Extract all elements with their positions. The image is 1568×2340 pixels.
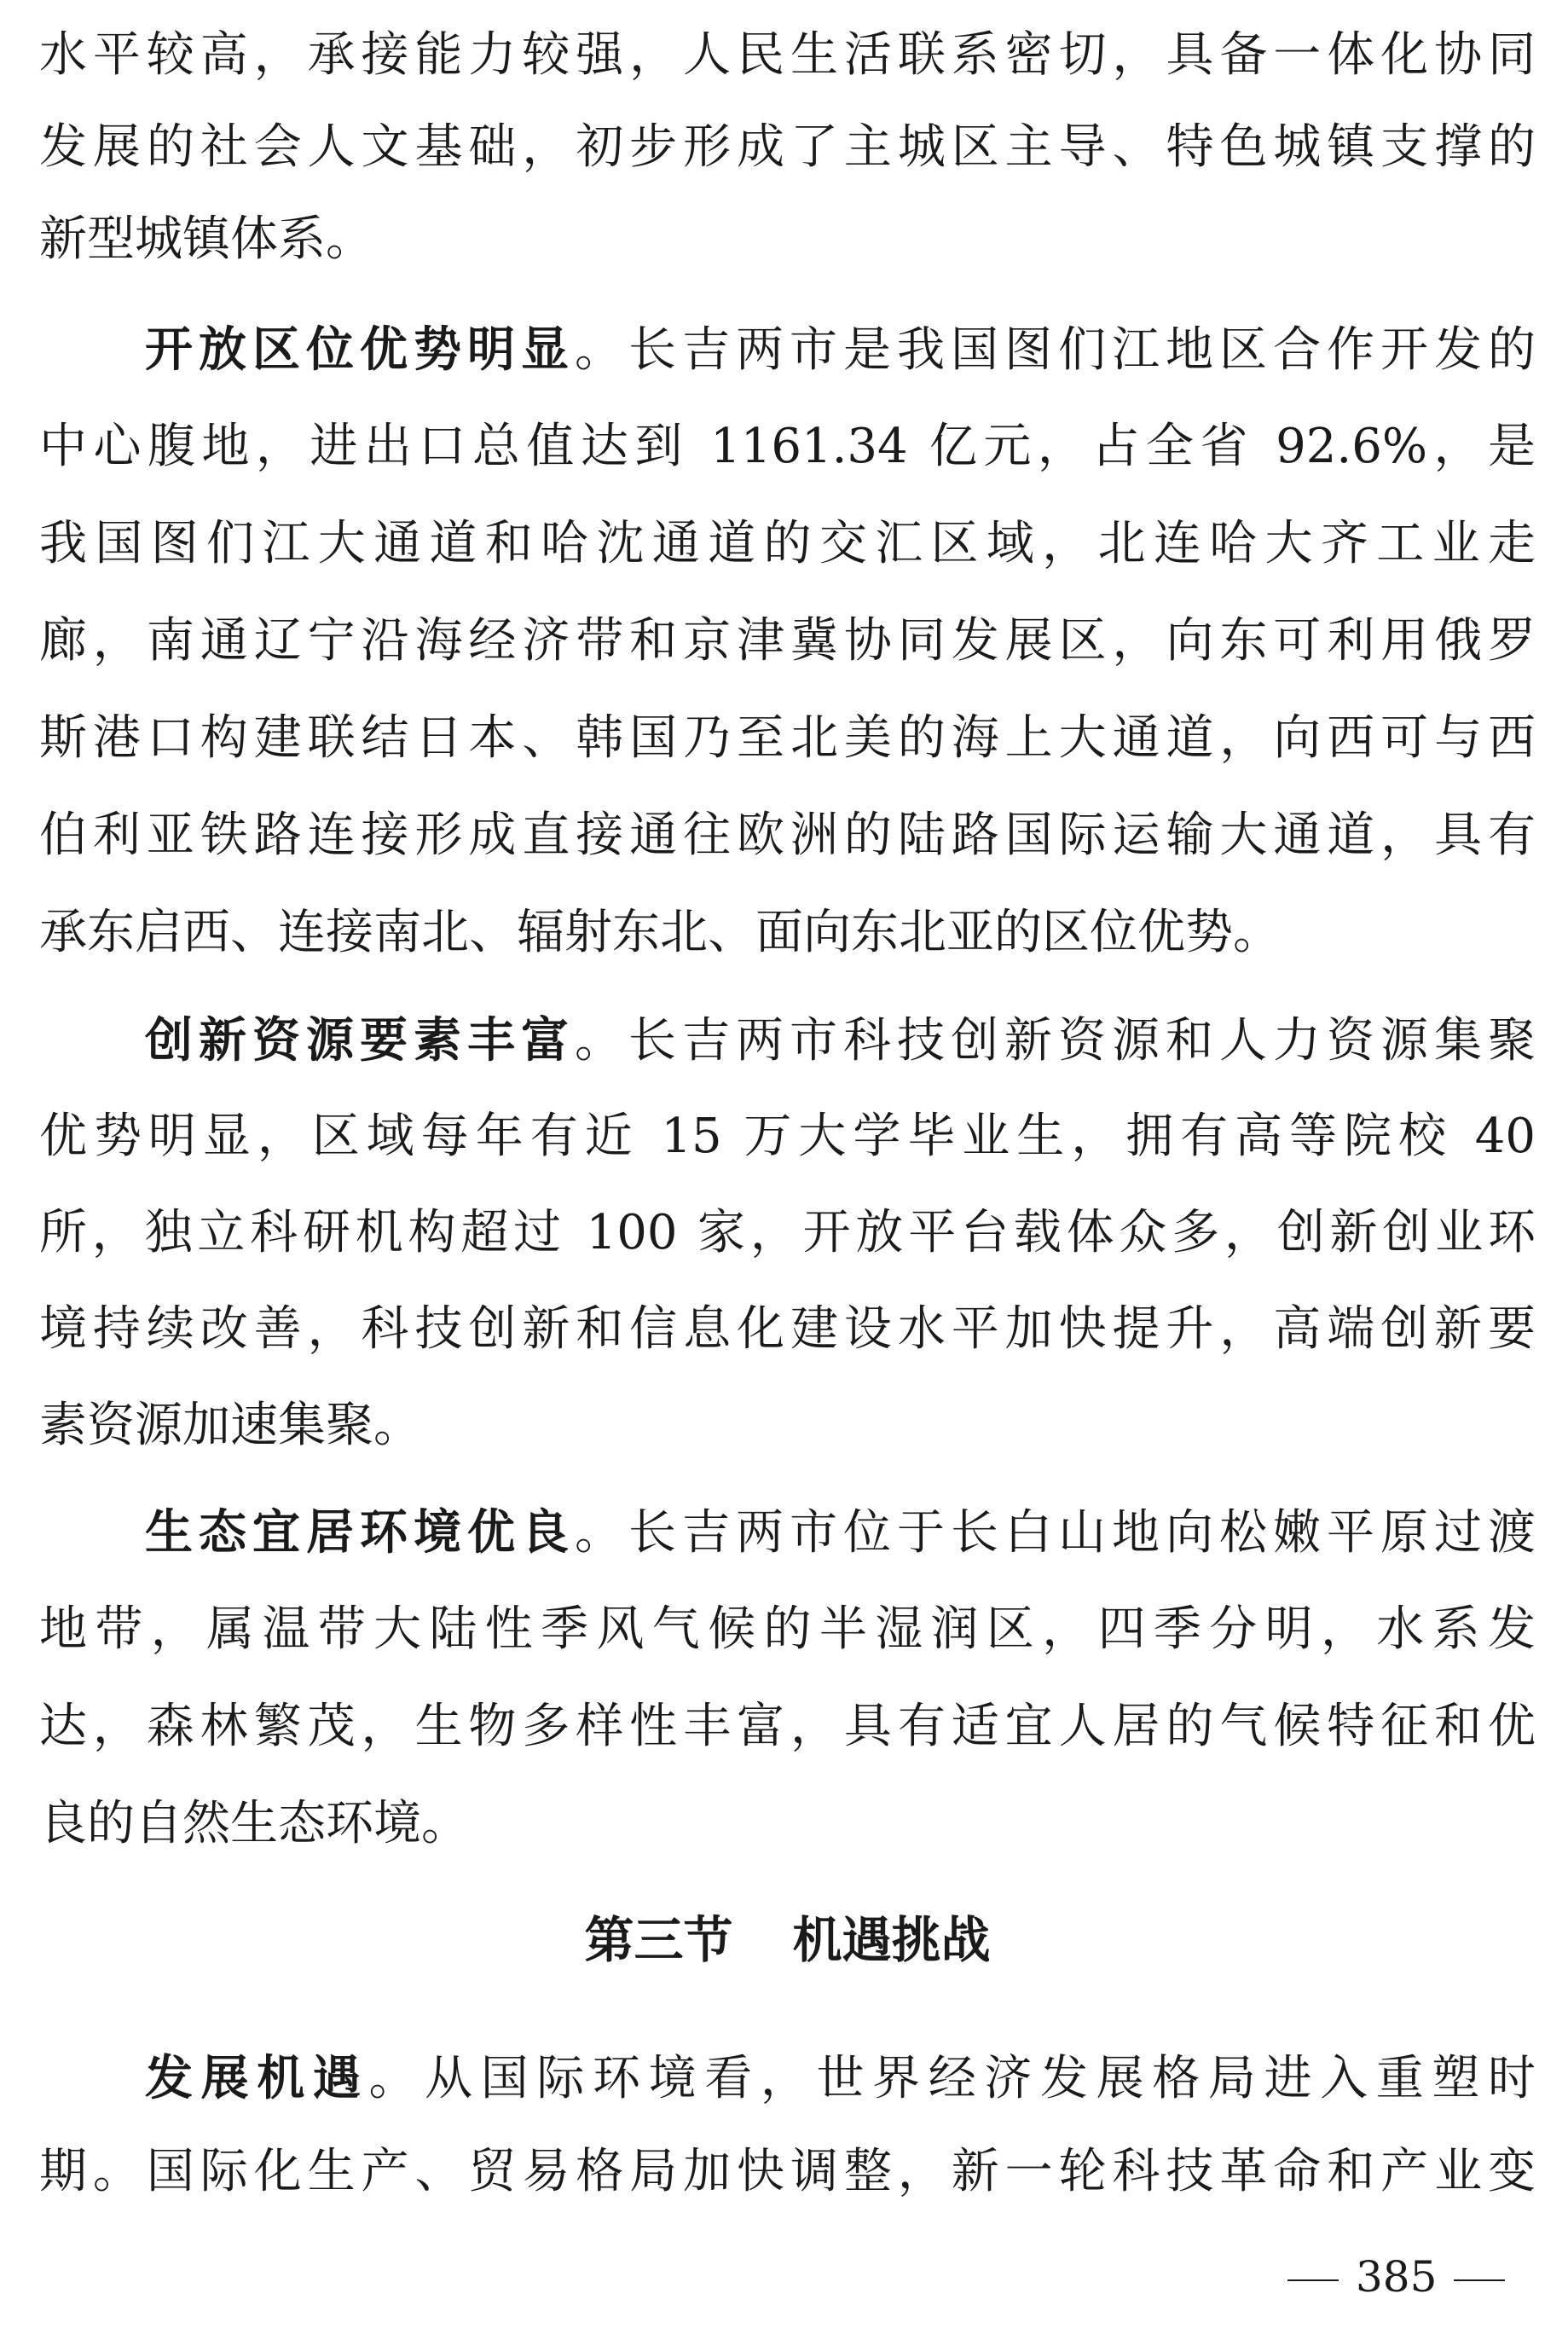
paragraph-text: 。从国际环境看，世界经济发展格局进入重塑时 (368, 2051, 1536, 2106)
paragraph-line: 境持续改善，科技创新和信息化建设水平加快提升，高端创新要 (39, 1301, 1536, 1357)
paragraph-line: 伯利亚铁路连接形成直接通往欧洲的陆路国际运输大通道，具有 (39, 808, 1536, 863)
paragraph-line: 新型城镇体系。 (39, 211, 373, 267)
dash-left (1287, 2279, 1339, 2281)
paragraph-first-line (145, 303, 1536, 397)
paragraph-text: 。长吉两市科技创新资源和人力资源集聚 (575, 1013, 1536, 1069)
paragraph-line: 期。国际化生产、贸易格局加快调整，新一轮科技革命和产业变 (39, 2144, 1536, 2199)
paragraph-line: 斯港口构建联结日本、韩国乃至北美的海上大通道，向西可与西 (39, 710, 1536, 766)
paragraph-line: 廊，南通辽宁沿海经济带和京津冀协同发展区，向东可利用俄罗 (39, 613, 1536, 669)
paragraph-line: 中心腹地，进出口总值达到 1161.34 亿元，占全省 92.6%，是 (39, 419, 1536, 474)
paragraph-text: 。长吉两市位于长白山地向松嫩平原过渡 (575, 1505, 1536, 1561)
paragraph-line: 发展的社会人文基础，初步形成了主城区主导、特色城镇支撑的 (39, 119, 1536, 175)
paragraph-first-line (145, 2031, 1536, 2125)
paragraph-text: 。长吉两市是我国图们江地区合作开发的 (575, 322, 1536, 378)
section-number: 第三节 (584, 1911, 733, 1969)
paragraph-line: 达，森林繁茂，生物多样性丰富，具有适宜人居的气候特征和优 (39, 1699, 1536, 1754)
section-title: 机遇挑战 (792, 1911, 991, 1969)
page-number (1270, 2243, 1526, 2311)
section-heading (39, 1893, 1536, 1987)
paragraph-first-line (145, 993, 1536, 1087)
page-number-value: 385 (1356, 2252, 1438, 2302)
paragraph-line: 优势明显，区域每年有近 15 万大学毕业生，拥有高等院校 40 (39, 1109, 1536, 1164)
paragraph-line: 我国图们江大通道和哈沈通道的交汇区域，北连哈大齐工业走 (39, 516, 1536, 571)
paragraph-line: 水平较高，承接能力较强，人民生活联系密切，具备一体化协同 (39, 27, 1536, 83)
paragraph-lead: 发展机遇 (145, 2050, 369, 2106)
paragraph-lead: 创新资源要素丰富 (145, 1012, 575, 1069)
paragraph-line: 承东启西、连接南北、辐射东北、面向东北亚的区位优势。 (39, 905, 1281, 960)
paragraph-line: 素资源加速集聚。 (39, 1398, 421, 1453)
paragraph-lead: 开放区位优势明显 (145, 321, 575, 378)
paragraph-line: 所，独立科研机构超过 100 家，开放平台载体众多，创新创业环 (39, 1205, 1536, 1260)
paragraph-line: 良的自然生态环境。 (39, 1796, 469, 1851)
paragraph-lead: 生态宜居环境优良 (145, 1504, 575, 1561)
dash-right (1454, 2279, 1505, 2281)
paragraph-first-line (145, 1486, 1536, 1579)
paragraph-line: 地带，属温带大陆性季风气候的半湿润区，四季分明，水系发 (39, 1602, 1536, 1657)
